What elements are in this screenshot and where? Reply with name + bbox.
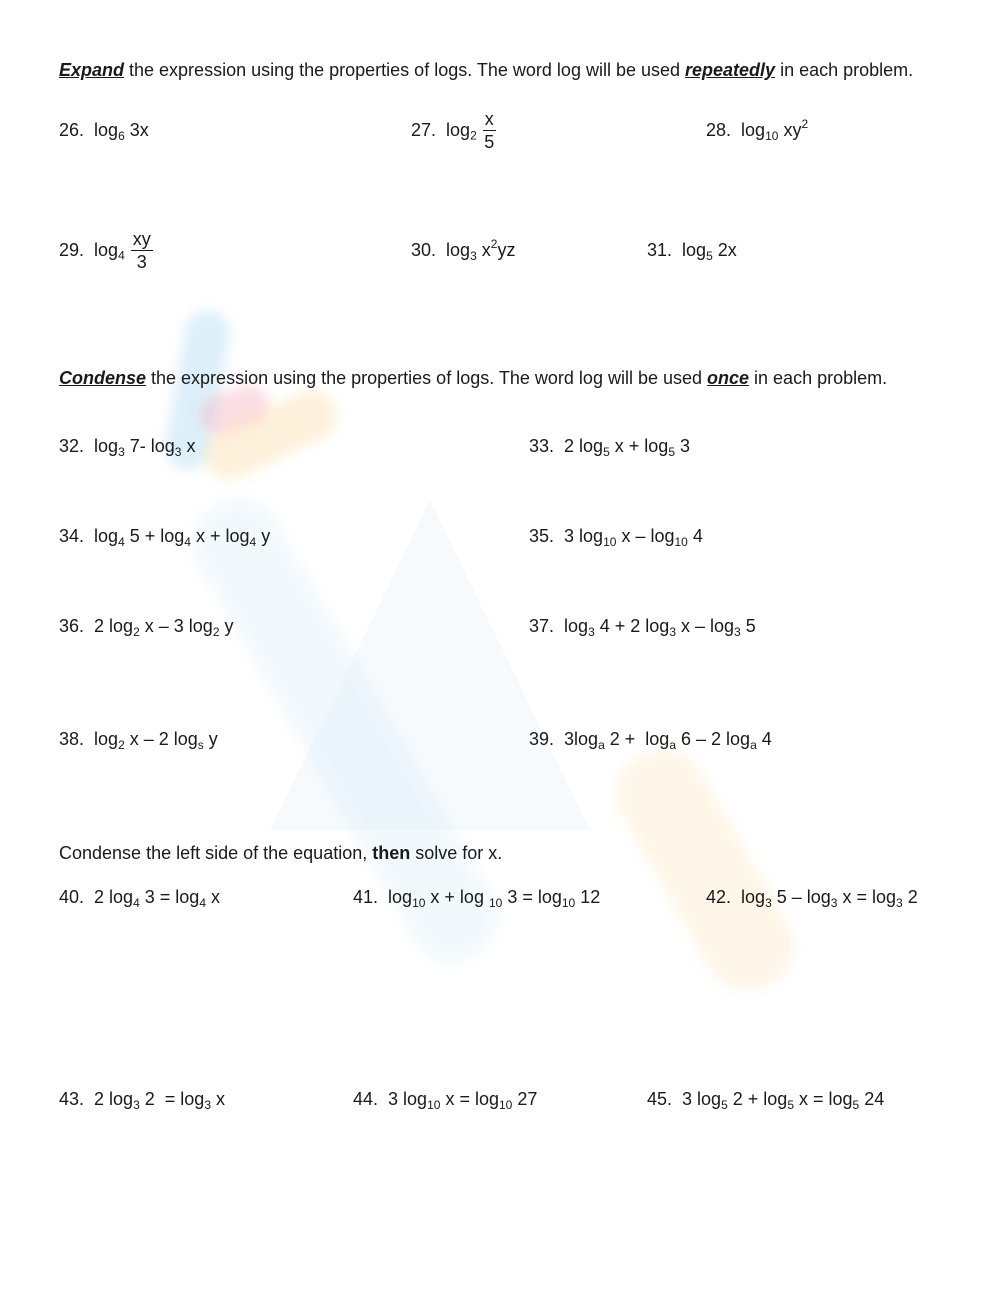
log-base: 5 (706, 249, 713, 263)
numerator: x (484, 109, 494, 129)
problem-29 (59, 228, 153, 273)
instruction-text: in each problem. (749, 368, 888, 388)
problem-number: 38. (59, 729, 85, 749)
problem-43: 43. 2 $\log_3 2 = \log_3 x$ (59, 1089, 226, 1112)
log-base: 10 (765, 129, 779, 143)
problem-number: 43. (59, 1089, 85, 1109)
problem-38: 38. $\log_2 x - 2$ $\log_s y$ (59, 729, 218, 752)
denominator: 3 (136, 252, 147, 272)
log-base: 2 (470, 128, 477, 143)
log-token: log (446, 120, 471, 140)
instruction-text: the expression using the properties of logs. The word log will be used (124, 60, 686, 80)
problem-41: 41. $\log_{10} x + \log _{10}$ $3 = \log_{10} 12$ (353, 887, 601, 910)
log-token: log (682, 240, 707, 260)
condense-instructions (59, 367, 939, 390)
problem-number: 45. (647, 1089, 673, 1109)
log-base: 4 (118, 248, 125, 263)
exponent: 2 (490, 237, 498, 251)
problem-27 (411, 108, 496, 153)
problem-number: 30. (411, 240, 437, 260)
log-argument: 2x (717, 240, 737, 260)
log-token: log (446, 240, 471, 260)
then-emphasis: then (372, 843, 411, 863)
expand-instructions (59, 59, 939, 82)
log-argument: yz (497, 240, 516, 260)
fraction (131, 228, 153, 273)
problem-number: 32. (59, 436, 85, 456)
problem-30 (411, 237, 516, 263)
problem-45: 45. 3 $\log_5 2 + \log_5 x = \log_5 24$ (647, 1089, 885, 1112)
watermark-text-orange (601, 735, 809, 1005)
instruction-text: Condense the left side of the equation, (59, 843, 373, 863)
problem-35: 35. 3 $\log_{10} x - \log_{10} 4$ (529, 526, 703, 549)
problem-40: 40. 2 $\log_4 3 = \log_4 x$ (59, 887, 221, 910)
problem-number: 37. (529, 616, 555, 636)
log-token: log (94, 240, 119, 260)
repeatedly-emphasis: repeatedly (685, 60, 776, 80)
instruction-text: solve for x. (410, 843, 503, 863)
problem-number: 36. (59, 616, 85, 636)
problem-number: 31. (647, 240, 673, 260)
denominator: 5 (484, 132, 495, 152)
problem-number: 39. (529, 729, 555, 749)
problem-39: 39. $3\log_a$ $2 + \log_a 6 - 2$ $\log_a 4$ (529, 729, 772, 752)
once-emphasis: once (707, 368, 750, 388)
log-argument: x (481, 240, 491, 260)
problem-number: 29. (59, 240, 85, 260)
problem-number: 41. (353, 887, 379, 907)
log-base: 6 (118, 129, 125, 143)
solve-instructions (59, 842, 939, 865)
problem-number: 26. (59, 120, 85, 140)
expand-keyword: Expand (59, 60, 125, 80)
log-base: 3 (470, 249, 477, 263)
instruction-text: the expression using the properties of logs. The word log will be used (146, 368, 708, 388)
log-token: log (741, 120, 766, 140)
problem-37: 37. $\log_3 4 + 2$ $\log_3 x - \log_3 5$ (529, 616, 756, 639)
problem-44: 44. 3 $\log_{10} x = \log_{10} 27$ (353, 1089, 538, 1112)
problem-number: 44. (353, 1089, 379, 1109)
log-argument: 3x (129, 120, 149, 140)
condense-keyword: Condense (59, 368, 147, 388)
problem-42: 42. $\log_3 5 - \log_3 x = \log_3 2$ (706, 887, 918, 910)
problem-28 (706, 117, 809, 143)
problem-number: 35. (529, 526, 555, 546)
problem-number: 40. (59, 887, 85, 907)
problem-33: 33. 2 $\log_5 x + \log_5 3$ (529, 436, 691, 459)
log-argument: xy (783, 120, 802, 140)
fraction (483, 108, 496, 153)
problem-number: 42. (706, 887, 732, 907)
instruction-text: in each problem. (775, 60, 914, 80)
problem-number: 34. (59, 526, 85, 546)
exponent: 2 (801, 117, 809, 131)
log-token: log (94, 120, 119, 140)
problem-31 (647, 240, 737, 261)
problem-number: 28. (706, 120, 732, 140)
problem-32: 32. $\log_3 7-$ $\log_3 x$ (59, 436, 196, 459)
problem-number: 33. (529, 436, 555, 456)
problem-number: 27. (411, 120, 437, 140)
problem-34: 34. $\log_4 5 + \log_4 x + \log_4 y$ (59, 526, 271, 549)
problem-36: 36. 2 $\log_2 x - 3$ $\log_2 y$ (59, 616, 234, 639)
problem-26 (59, 120, 149, 141)
numerator: xy (132, 229, 151, 249)
